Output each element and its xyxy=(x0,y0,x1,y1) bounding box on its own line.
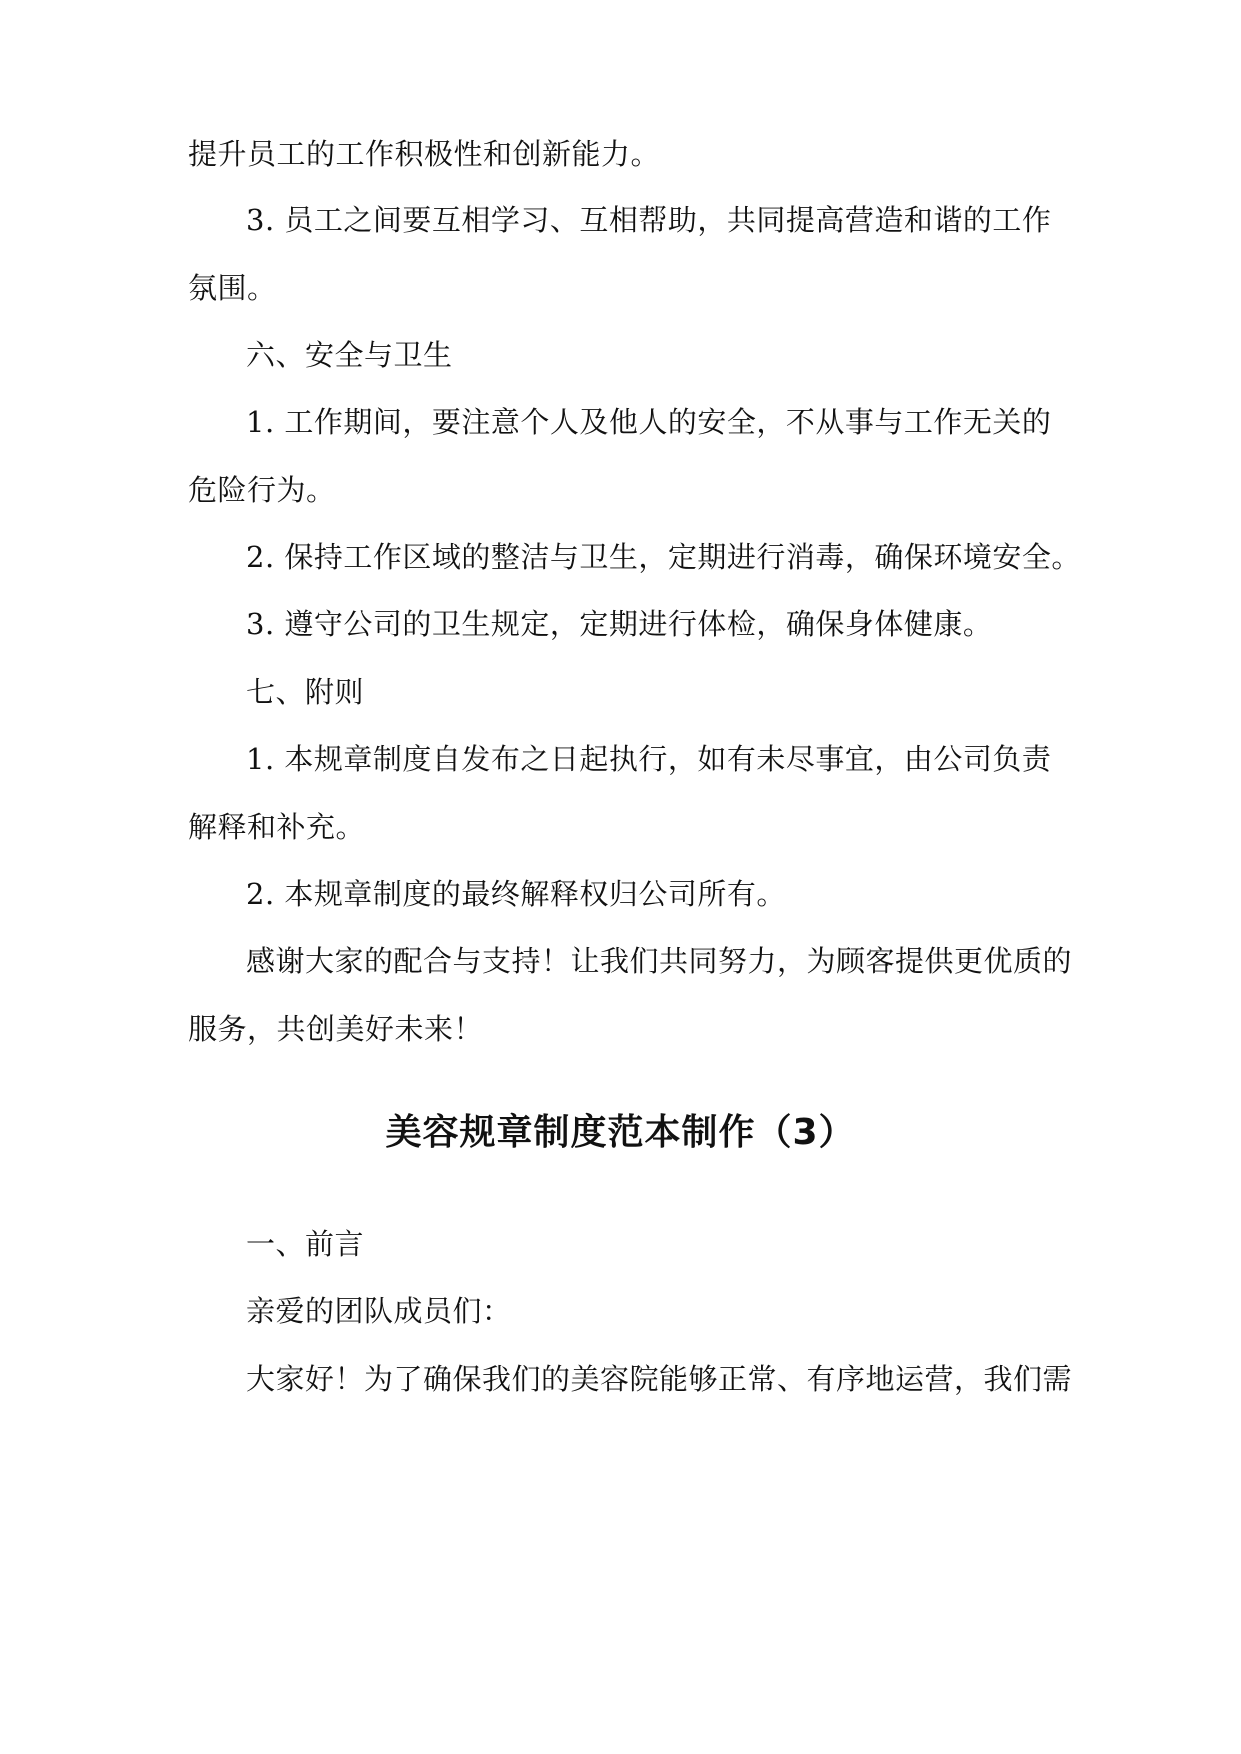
section-title: 美容规章制度范本制作（3） xyxy=(385,1112,856,1153)
list-item-line: 3. 员工之间要互相学习、互相帮助，共同提高营造和谐的工作 xyxy=(246,203,1052,237)
list-item-line: 2. 本规章制度的最终解释权归公司所有。 xyxy=(246,877,786,911)
list-item-line: 2. 保持工作区域的整洁与卫生，定期进行消毒，确保环境安全。 xyxy=(246,540,1081,574)
paragraph-line: 服务，共创美好未来！ xyxy=(188,1012,484,1046)
paragraph-line: 危险行为。 xyxy=(188,473,336,507)
list-item-line: 1. 本规章制度自发布之日起执行，如有未尽事宜，由公司负责 xyxy=(246,742,1052,776)
paragraph-line: 亲爱的团队成员们： xyxy=(246,1294,512,1328)
paragraph-line: 氛围。 xyxy=(188,271,277,305)
paragraph-line: 解释和补充。 xyxy=(188,810,366,844)
paragraph-line: 提升员工的工作积极性和创新能力。 xyxy=(188,137,661,171)
list-item-line: 3. 遵守公司的卫生规定，定期进行体检，确保身体健康。 xyxy=(246,607,993,641)
paragraph-line: 感谢大家的配合与支持！让我们共同努力，为顾客提供更优质的 xyxy=(246,944,1073,978)
section-heading: 七、附则 xyxy=(246,675,365,709)
section-heading: 六、安全与卫生 xyxy=(246,338,453,372)
list-item-line: 1. 工作期间，要注意个人及他人的安全，不从事与工作无关的 xyxy=(246,405,1052,439)
paragraph-line: 大家好！为了确保我们的美容院能够正常、有序地运营，我们需 xyxy=(246,1362,1073,1396)
section-heading: 一、前言 xyxy=(246,1227,365,1261)
